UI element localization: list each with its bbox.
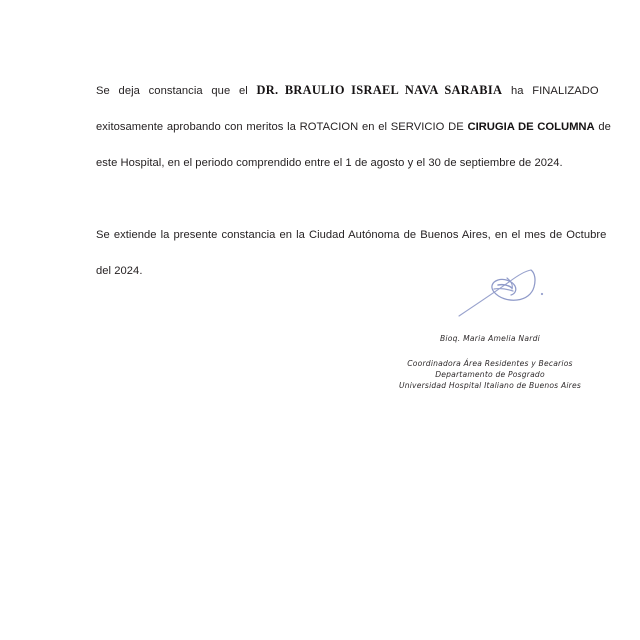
body-line-4 (96, 217, 607, 253)
body-line-1-segment-3: ha FINALIZADO (502, 85, 599, 97)
signer-role-line-1: Coordinadora Área Residentes y Becarios (407, 359, 573, 368)
signer-spacer (370, 343, 610, 358)
signer-block (370, 334, 610, 391)
body-line-1-segment-1: Se deja constancia que el (96, 85, 257, 97)
doctor-name: DR. BRAULIO ISRAEL NAVA SARABIA (256, 83, 503, 97)
body-line-3 (96, 145, 566, 181)
body-line-3-segment-1: este Hospital, en el periodo comprendido entre el 1 de agosto y el 30 de septiembre de 2024. (96, 157, 563, 169)
body-line-4-segment-1: Se extiende la presente constancia en la Ciudad Autónoma de Buenos Aires, en el mes de Octubre (96, 229, 607, 241)
service-name: CIRUGIA DE COLUMNA (467, 121, 595, 133)
document-body (96, 72, 611, 289)
body-line-1 (96, 72, 599, 109)
signer-role-line-3: Universidad Hospital Italiano de Buenos Aires (398, 381, 582, 390)
body-line-5-segment-1: del 2024. (96, 265, 143, 277)
body-line-2-segment-1: exitosamente aprobando con meritos la ROTACION en el SERVICIO DE (96, 121, 468, 133)
body-line-2 (96, 109, 611, 145)
paragraph-spacer (96, 181, 566, 217)
signature-mark-icon (455, 258, 580, 320)
signer-name: Bioq. Maria Amelia Nardi (439, 334, 541, 343)
body-line-2-segment-3: de (594, 121, 611, 133)
signer-role-line-2: Departamento de Posgrado (435, 370, 545, 379)
